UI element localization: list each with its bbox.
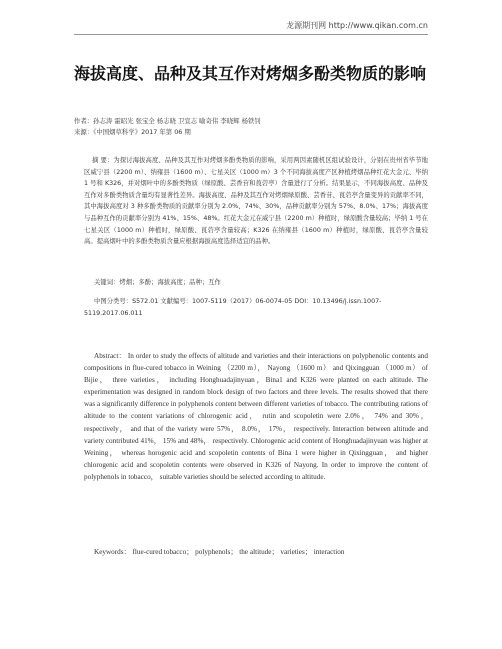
article-source: 来源：《中国烟草科学》2017 年第 06 期 [74, 128, 191, 136]
abstract-english-text: Abstract： In order to study the effects of altitude and varieties and their interactions on polyphenolic contents and compositions in flue-cured tobacco in Weining （2200 m）， Nayong （1600 m） and Qixingguan （1000 m） of Bijie， three varieties， including Honghuadajinyuan，Bina1 and K326 were planted on each altitude. The experimentation was designed in random block design of two factors and three levels. The results showed that there was a significantly difference in polyphenols content between different varieties of tobacco. The contributing rations of altitude to the content variations of chlorogenic acid， rutin and scopoletin were 2.0%， 74% and 30%，respectively， and that of the variety were 57%， 8.0%， 17%， respectively. Interaction between altitude and variety contributed 41%， 15% and 48%， respectively. Chlorogenic acid content of Honghuadajinyuan was higher at Weining， whereas horogenic acid and scopoletin contents of Bina 1 were higher in Qixingguan， and higher chlorogenic acid and scopoletin contents were observed in K326 of Nayong. In order to improve the content of polyphenols in tobacco， suitable varieties should be selected according to altitude. [84, 352, 428, 481]
site-header: 龙源期刊网 http://www.qikan.com.cn [286, 21, 428, 30]
classification-info [84, 296, 428, 320]
abstract-chinese-text: 摘 要：为探讨海拔高度、品种及其互作对烤烟多酚类物质的影响，采用两因素随机区组试验设计，分别在贵州省毕节地区威宁县（2200 m）、纳雍县（1600 m）、七星关区（1000 m）3 个不同海拔高度产区种植烤烟品种红花大金元、毕纳 1 号和 K326，并对烟叶中的多酚类物质（绿原酸、芸香苷和莨菪亭）含量进行了分析。结果显示，不同海拔高度、品种及互作对多酚类物质含量均有显著性差异。海拔高度、品种及其互作对烤烟绿原酸、芸香苷、莨菪亭含量变异的贡献率不同，其中海拔高度对 3 种多酚类物质的贡献率分别为 2.0%、74%、30%，品种贡献率分别为 57%、8.0%、17%；海拔高度与品种互作的贡献率分别为 41%、15%、48%。红花大金元在威宁县（2200 m）种植时，绿原酸含量较高；毕纳 1 号在七星关区（1000 m）种植时，绿原酸、莨菪亭含量较高；K326 在纳雍县（1600 m）种植时，绿原酸、莨菪亭含量较高。提高烟叶中的多酚类物质含量应根据海拔高度选择适宜的品种。 [84, 157, 428, 246]
abstract-english [84, 350, 428, 483]
classification-text: 中图分类号：S572.01 文献编号：1007-5119（2017）06-0074-05 DOI：10.13496/j.issn.1007-5119.2017.06.011 [84, 298, 382, 317]
article-title: 海拔高度、品种及其互作对烤烟多酚类物质的影响 [74, 64, 427, 83]
article-authors: 作者：孙志涛 霍昭光 张宝全 杨志晓 卫宣志 喻奇伟 李晓辉 杨铁钊 [74, 117, 261, 125]
header-divider [74, 34, 428, 35]
abstract-chinese [84, 155, 428, 248]
keywords-english: Keywords： flue-cured tobacco； polyphenols； the altitude； varieties； interaction [94, 548, 345, 556]
keywords-chinese: 关键词：烤烟；多酚；海拔高度；品种；互作 [94, 279, 221, 286]
